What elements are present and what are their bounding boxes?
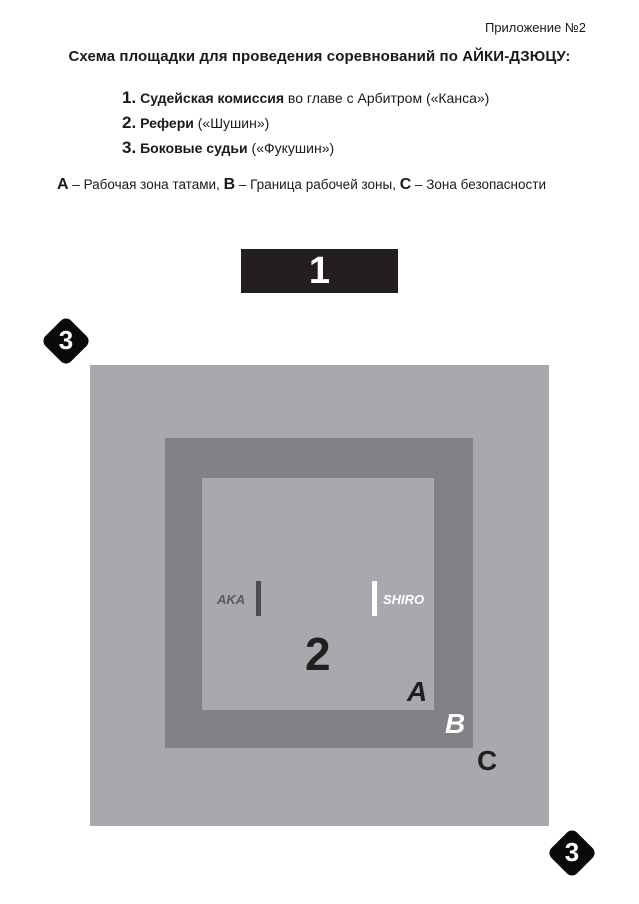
legend-letter-a: А — [57, 176, 69, 193]
role-description: («Шушин») — [193, 115, 270, 131]
legend-text-c: – Зона безопасности — [411, 177, 546, 192]
aka-label: AKA — [217, 592, 246, 607]
legend-letter-c: С — [399, 176, 412, 193]
referee-position-number: 2 — [305, 628, 331, 680]
appendix-label: Приложение №2 — [484, 20, 586, 35]
page-title: Схема площадки для проведения соревнований по АЙКИ-ДЗЮЦУ: — [68, 48, 571, 65]
role-item-judging-commission — [122, 88, 489, 108]
side-judge-number-bottom-right: 3 — [564, 837, 580, 867]
role-description: («Фукушин») — [247, 140, 335, 156]
role-item-referee — [122, 113, 269, 133]
role-number: 2. — [122, 113, 137, 132]
judging-commission-table: 1 — [241, 249, 398, 293]
shiro-label: SHIRO — [383, 592, 425, 607]
shiro-position-mark — [372, 581, 377, 616]
role-name: Судейская комиссия — [140, 90, 285, 106]
legend-letter-b: В — [223, 176, 236, 193]
role-name: Рефери — [140, 115, 194, 131]
role-number: 3. — [122, 138, 137, 157]
role-description: во главе с Арбитром («Канса») — [284, 90, 490, 106]
role-number: 1. — [122, 88, 137, 107]
aka-position-mark — [256, 581, 261, 616]
zone-c-label: C — [477, 745, 498, 776]
side-judge-number-top-left: 3 — [58, 325, 74, 355]
zone-a-label: A — [407, 676, 428, 707]
legend-text-a: – Рабочая зона татами, — [68, 177, 224, 192]
zone-b-label: B — [445, 708, 466, 739]
role-name: Боковые судьи — [140, 140, 248, 156]
role-item-side-judges — [122, 138, 334, 158]
zone-legend — [57, 176, 546, 194]
legend-text-b: – Граница рабочей зоны, — [235, 177, 400, 192]
